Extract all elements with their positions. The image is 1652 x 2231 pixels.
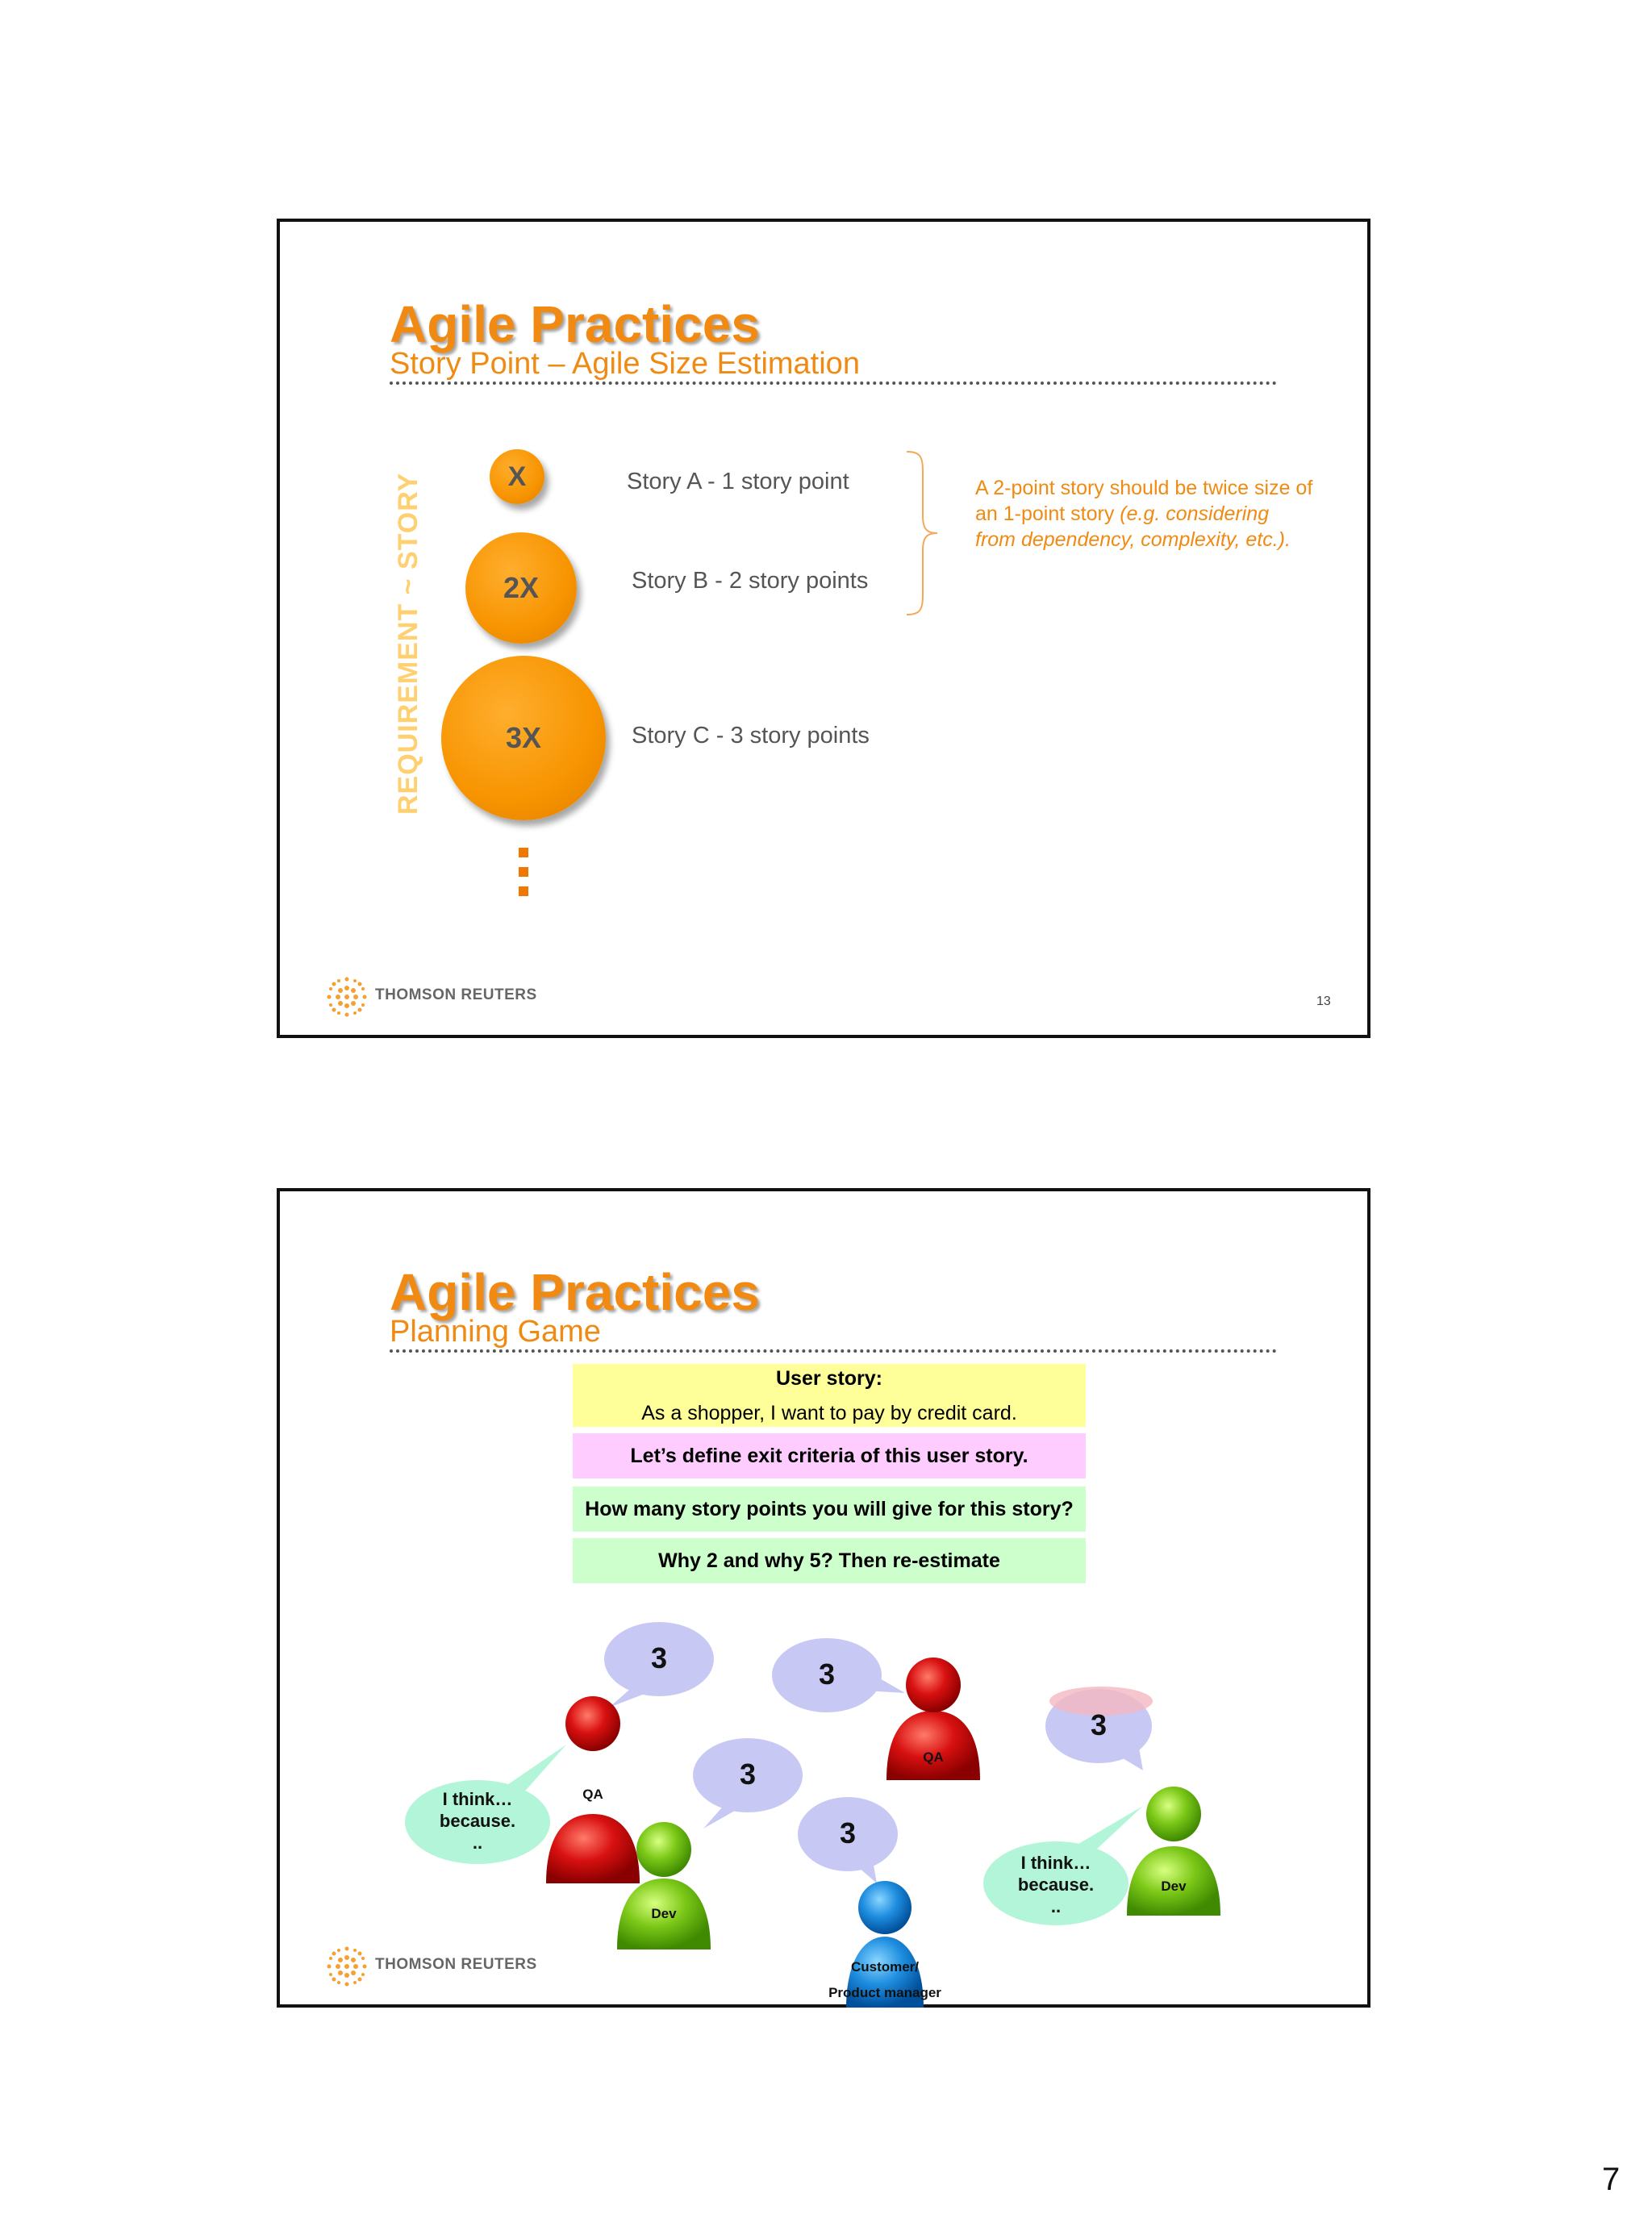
user-story-text: As a shopper, I want to pay by credit card.: [641, 1402, 1017, 1424]
slide-story-point: [277, 219, 1370, 1038]
circle-label: X: [507, 461, 527, 492]
dev-person-right: [1127, 1787, 1220, 1916]
bubble-value: 3: [818, 1658, 836, 1691]
thomson-reuters-logo: [323, 974, 565, 1022]
customer-label: [804, 1959, 966, 2001]
think-line: ..: [472, 1833, 483, 1853]
slide-title: Agile Practices: [390, 295, 760, 353]
twice-size-note: [975, 475, 1314, 553]
think-line: I think…: [442, 1789, 513, 1809]
slide-title: Agile Practices: [390, 1263, 760, 1321]
dev-label: Dev: [651, 1906, 677, 1921]
logo-text: THOMSON REUTERS: [375, 986, 537, 1003]
bubble-value: 3: [839, 1816, 857, 1849]
dotted-divider: [390, 382, 1277, 385]
circle-label: 3X: [505, 721, 542, 754]
circle-3x: [441, 656, 606, 820]
note-plain-text: A 2-point story should be twice size of an 1-point story: [975, 477, 1313, 525]
bubble-value: 3: [739, 1758, 757, 1791]
think-bubble-text-left: [417, 1788, 538, 1854]
bubble-value: 3: [650, 1641, 668, 1674]
think-line: because.: [439, 1811, 516, 1831]
circle-x: [490, 449, 544, 504]
exit-criteria-bar: Let’s define exit criteria of this user story.: [573, 1433, 1086, 1478]
slide-subtitle: Story Point – Agile Size Estimation: [390, 347, 860, 381]
think-line: ..: [1050, 1896, 1062, 1916]
re-estimate-bar: Why 2 and why 5? Then re-estimate: [573, 1538, 1086, 1583]
story-c-label: Story C - 3 story points: [632, 723, 870, 749]
circle-label: 2X: [503, 571, 540, 604]
customer-label-line: Product manager: [828, 1985, 941, 2000]
story-a-label: Story A - 1 story point: [627, 469, 849, 494]
logo-text: THOMSON REUTERS: [375, 1956, 537, 1973]
logo-sunburst-icon: [323, 1943, 370, 1990]
think-bubble-text-right: [995, 1852, 1116, 1917]
vertical-axis-label: REQUIREMENT ~ STORY: [393, 472, 423, 815]
qa-label: QA: [923, 1749, 944, 1765]
thomson-reuters-logo: [323, 1943, 565, 1991]
slide-subtitle: Planning Game: [390, 1315, 601, 1349]
circle-2x: [465, 532, 577, 644]
dev-label: Dev: [1161, 1879, 1187, 1894]
think-line: I think…: [1020, 1853, 1091, 1873]
story-b-label: Story B - 2 story points: [632, 568, 869, 594]
note-italic-text: (e.g. considering from dependency, complexity, etc.).: [975, 502, 1291, 551]
planning-game-illustration: [280, 1191, 1374, 2011]
slide-number: 13: [1316, 995, 1331, 1008]
slide-planning-game: [277, 1188, 1370, 2008]
think-line: because.: [1017, 1874, 1095, 1895]
user-story-heading: User story:: [776, 1367, 882, 1390]
bubble-value: 3: [1090, 1708, 1108, 1741]
customer-label-line: Customer/: [850, 1959, 920, 1975]
story-points-question-bar: How many story points you will give for this story?: [573, 1487, 1086, 1532]
page-number: 7: [1602, 2162, 1621, 2197]
curly-brace: [905, 449, 953, 619]
qa-label: QA: [582, 1787, 603, 1802]
logo-sunburst-icon: [323, 974, 370, 1020]
